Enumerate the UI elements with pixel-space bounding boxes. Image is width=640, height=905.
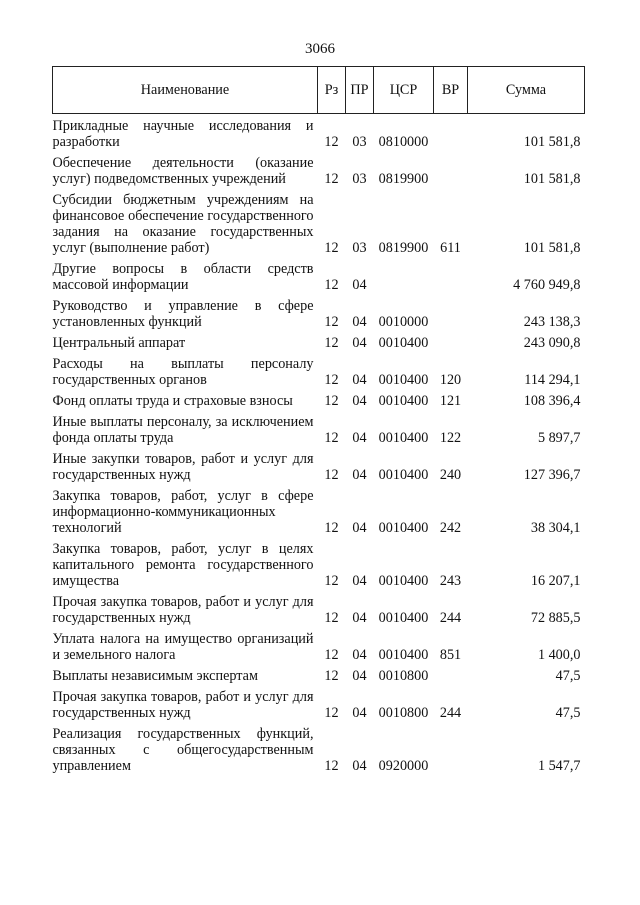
row-pr: 04: [352, 705, 367, 721]
row-rz: 12: [324, 134, 339, 150]
row-pr: 04: [352, 520, 367, 536]
row-vr: 244: [439, 705, 462, 721]
row-pr: 03: [352, 171, 367, 187]
row-sum: 72 885,5: [530, 610, 581, 626]
budget-table: [52, 66, 585, 774]
row-sum: 127 396,7: [523, 467, 581, 483]
row-name: Уплата налога на имущество организаций и земельного налога: [52, 631, 314, 663]
table-row: [53, 483, 585, 536]
row-csr: 0010400: [378, 647, 429, 663]
row-rz: 12: [324, 393, 339, 409]
row-sum: 114 294,1: [524, 372, 581, 388]
row-csr: 0010400: [378, 467, 429, 483]
row-sum: 101 581,8: [523, 171, 581, 187]
row-name: Прикладные научные исследования и разработки: [52, 118, 314, 150]
row-csr: 0010400: [378, 393, 429, 409]
row-csr: 0010400: [378, 430, 429, 446]
row-sum: 4 760 949,8: [513, 277, 581, 293]
row-rz: 12: [324, 647, 339, 663]
row-rz: 12: [324, 314, 339, 330]
table-row: [53, 256, 585, 293]
row-sum: 243 138,3: [523, 314, 581, 330]
table-header-row: [53, 67, 585, 114]
row-vr: 122: [439, 430, 462, 446]
table-row: [53, 684, 585, 721]
header-rz: Рз: [318, 67, 346, 114]
row-pr: 04: [352, 467, 367, 483]
row-vr: [434, 114, 468, 151]
row-rz: 12: [324, 372, 339, 388]
row-name: Другие вопросы в области средств массовой информации: [52, 261, 314, 293]
row-vr: [434, 663, 468, 684]
row-name: Закупка товаров, работ, услуг в целях капитального ремонта государственного имущества: [52, 541, 314, 589]
row-rz: 12: [324, 277, 339, 293]
table-row: [53, 388, 585, 409]
row-vr: [434, 721, 468, 774]
row-name: Закупка товаров, работ, услуг в сфере информационно-коммуникационных технологий: [52, 488, 314, 536]
page-number: 3066: [305, 41, 335, 57]
table-row: [53, 293, 585, 330]
row-pr: 04: [352, 430, 367, 446]
row-sum: 108 396,4: [523, 393, 581, 409]
row-rz: 12: [324, 610, 339, 626]
row-vr: 240: [439, 467, 462, 483]
row-rz: 12: [324, 705, 339, 721]
row-rz: 12: [324, 335, 339, 351]
row-vr: 242: [439, 520, 462, 536]
row-vr: [434, 330, 468, 351]
table-row: [53, 330, 585, 351]
row-csr: 0810000: [378, 134, 429, 150]
table-row: [53, 721, 585, 774]
row-name: Реализация государственных функций, связанных с общегосударственным управлением: [52, 726, 314, 774]
table-row: [53, 114, 585, 151]
row-name: Руководство и управление в сфере установленных функций: [52, 298, 314, 330]
row-rz: 12: [324, 573, 339, 589]
row-pr: 04: [352, 668, 367, 684]
row-pr: 04: [352, 335, 367, 351]
row-pr: 04: [352, 573, 367, 589]
table-row: [53, 187, 585, 256]
row-sum: 101 581,8: [523, 134, 581, 150]
row-pr: 04: [352, 372, 367, 388]
row-sum: 47,5: [555, 668, 581, 684]
table-row: [53, 663, 585, 684]
row-csr: 0010400: [378, 520, 429, 536]
row-csr: 0819900: [378, 171, 429, 187]
row-vr: 243: [439, 573, 462, 589]
row-name: Расходы на выплаты персоналу государственных органов: [52, 356, 314, 388]
row-name: Выплаты независимым экспертам: [52, 668, 258, 684]
row-csr: 0920000: [378, 758, 429, 774]
row-name: Центральный аппарат: [52, 335, 186, 351]
row-vr: 121: [439, 393, 462, 409]
row-vr: 120: [439, 372, 462, 388]
row-sum: 1 547,7: [537, 758, 581, 774]
row-rz: 12: [324, 240, 339, 256]
table-row: [53, 409, 585, 446]
header-name: Наименование: [53, 67, 318, 114]
row-pr: 03: [352, 240, 367, 256]
row-vr: 851: [439, 647, 462, 663]
table-row: [53, 446, 585, 483]
row-vr: [434, 150, 468, 187]
row-vr: 611: [440, 240, 461, 256]
row-vr: 244: [439, 610, 462, 626]
row-pr: 04: [352, 610, 367, 626]
row-pr: 04: [352, 277, 367, 293]
row-pr: 04: [352, 314, 367, 330]
row-name: Прочая закупка товаров, работ и услуг для государственных нужд: [52, 689, 314, 721]
row-name: Иные закупки товаров, работ и услуг для государственных нужд: [52, 451, 314, 483]
row-sum: 243 090,8: [523, 335, 581, 351]
row-csr: 0010400: [378, 610, 429, 626]
row-sum: 5 897,7: [537, 430, 581, 446]
row-sum: 47,5: [555, 705, 581, 721]
row-pr: 04: [352, 758, 367, 774]
row-pr: 04: [352, 393, 367, 409]
row-name: Фонд оплаты труда и страховые взносы: [52, 393, 293, 409]
row-pr: 04: [352, 647, 367, 663]
row-csr: 0010800: [378, 668, 429, 684]
table-row: [53, 536, 585, 589]
row-vr: [434, 256, 468, 293]
row-csr: 0819900: [378, 240, 429, 256]
row-name: Иные выплаты персоналу, за исключением фонда оплаты труда: [52, 414, 314, 446]
header-vr: ВР: [434, 67, 468, 114]
row-sum: 16 207,1: [530, 573, 581, 589]
table-row: [53, 150, 585, 187]
row-csr: 0010400: [378, 573, 429, 589]
row-csr: 0010000: [378, 314, 429, 330]
row-rz: 12: [324, 520, 339, 536]
row-rz: 12: [324, 758, 339, 774]
row-name: Обеспечение деятельности (оказание услуг) подведомственных учреждений: [52, 155, 314, 187]
row-csr: 0010400: [378, 372, 429, 388]
row-csr: [374, 256, 434, 293]
header-pr: ПР: [346, 67, 374, 114]
row-vr: [434, 293, 468, 330]
header-csr: ЦСР: [374, 67, 434, 114]
table-row: [53, 626, 585, 663]
row-sum: 1 400,0: [537, 647, 581, 663]
table-row: [53, 589, 585, 626]
row-name: Субсидии бюджетным учреждениям на финансовое обеспечение государственного задания на оказание государственных услуг (выполнение работ): [52, 192, 314, 256]
table-row: [53, 351, 585, 388]
row-rz: 12: [324, 467, 339, 483]
row-csr: 0010400: [378, 335, 429, 351]
row-sum: 101 581,8: [523, 240, 581, 256]
row-rz: 12: [324, 430, 339, 446]
row-csr: 0010800: [378, 705, 429, 721]
row-rz: 12: [324, 171, 339, 187]
row-name: Прочая закупка товаров, работ и услуг для государственных нужд: [52, 594, 314, 626]
row-sum: 38 304,1: [530, 520, 581, 536]
row-rz: 12: [324, 668, 339, 684]
header-sum: Сумма: [468, 67, 585, 114]
row-pr: 03: [352, 134, 367, 150]
